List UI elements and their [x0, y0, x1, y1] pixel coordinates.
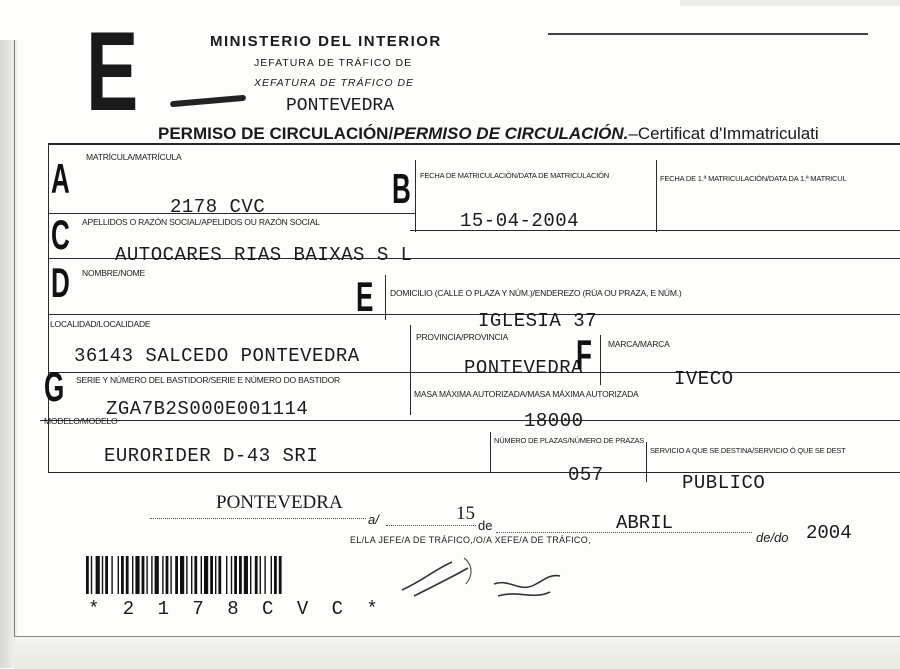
footer-day: 15 — [456, 503, 475, 524]
grid-bottom — [48, 472, 900, 473]
footer-signer: EL/LA JEFE/A DE TRÁFICO,/O/A XEFE/A DE TRÁFICO, — [350, 535, 591, 545]
header-right-stroke — [548, 33, 868, 35]
title-main: PERMISO DE CIRCULACIÓN/ — [158, 124, 394, 143]
grid-plazas-left — [490, 432, 491, 472]
left-binding-line — [14, 40, 15, 640]
footer-month: ABRIL — [616, 512, 674, 534]
grid-top — [48, 143, 900, 145]
label-bastidor: SERIE Y NÚMERO DEL BASTIDOR/SERIE E NÚMERO DO BASTIDOR — [76, 375, 340, 385]
label-fecha-matriculacion: FECHA DE MATRICULACIÓN/DATA DE MATRICULACIÓN — [420, 171, 609, 180]
value-bastidor: ZGA7B2S000E001114 — [106, 398, 309, 420]
value-provincia: PONTEVEDRA — [464, 357, 584, 379]
footer-place: PONTEVEDRA — [216, 492, 343, 513]
country-letter: E — [86, 9, 139, 134]
title-french: –Certificat d'Immatriculati — [628, 124, 819, 143]
jefatura-line: JEFATURA DE TRÁFICO DE — [254, 57, 413, 69]
ministry-title: MINISTERIO DEL INTERIOR — [210, 33, 442, 50]
footer-year: 2004 — [806, 522, 852, 544]
label-localidad: LOCALIDAD/LOCALIDADE — [50, 319, 151, 329]
field-code-g: G — [44, 363, 65, 410]
value-domicilio: IGLESIA 37 — [478, 310, 598, 332]
label-matricula: MATRÍCULA/MATRÍCULA — [86, 152, 182, 162]
footer-de: de — [478, 518, 493, 533]
grid-marca-left — [600, 335, 601, 385]
label-apellidos: APELLIDOS O RAZÓN SOCIAL/APELIDOS OU RAZÓN SOCIAL — [82, 217, 320, 227]
label-marca: MARCA/MARCA — [608, 339, 670, 349]
signature-image — [394, 540, 594, 610]
xefatura-line: XEFATURA DE TRÁFICO DE — [254, 77, 415, 89]
barcode-text: * 2 1 7 8 C V C * — [88, 598, 384, 620]
value-marca: IVECO — [674, 368, 734, 390]
value-plazas: 057 — [568, 464, 604, 486]
grid-servicio-left — [646, 442, 647, 482]
value-servicio: PUBLICO — [682, 472, 766, 494]
document-title — [158, 124, 819, 144]
field-code-c: C — [51, 211, 70, 258]
grid-b-left — [415, 160, 416, 232]
grid-row6 — [40, 420, 900, 421]
barcode-image — [86, 556, 396, 596]
value-modelo: EURORIDER D-43 SRI — [104, 445, 319, 467]
footer-de-do: de/do — [756, 530, 789, 545]
value-fecha-matriculacion: 15-04-2004 — [460, 210, 580, 232]
label-servicio: SERVICIO A QUE SE DESTINA/SERVICIO Ó QUE SE DEST — [650, 446, 846, 455]
footer-a: a/ — [368, 512, 379, 527]
grid-prov-left — [410, 325, 411, 415]
value-apellidos: AUTOCARES RIAS BAIXAS S L — [115, 244, 413, 266]
grid-b-right — [656, 160, 657, 232]
field-code-d: D — [51, 259, 70, 306]
label-primera-matriculacion: FECHA DE 1.ª MATRICULACIÓN/DATA DA 1.ª MATRICUL — [660, 174, 847, 183]
label-plazas: NÚMERO DE PLAZAS/NÚMERO DE PRAZAS — [494, 436, 645, 445]
value-localidad: 36143 SALCEDO PONTEVEDRA — [74, 345, 360, 367]
label-provincia: PROVINCIA/PROVINCIA — [416, 332, 509, 342]
value-masa: 18000 — [524, 410, 584, 432]
footer-place-line — [150, 518, 366, 519]
stamp-dash — [170, 95, 246, 108]
field-code-a: A — [51, 155, 70, 202]
field-code-e: E — [356, 273, 374, 320]
title-italic: PERMISO DE CIRCULACIÓN. — [393, 124, 629, 143]
bottom-scan-edge — [14, 636, 900, 669]
label-nombre: NOMBRE/NOME — [82, 268, 145, 278]
value-matricula: 2178 CVC — [170, 196, 266, 218]
left-scan-edge — [0, 40, 18, 668]
label-domicilio: DOMICILIO (CALLE O PLAZA Y NÚM.)/ENDEREZO (RÚA OU PRAZA, E NÚM.) — [390, 288, 682, 298]
field-code-f: F — [576, 331, 592, 378]
footer-day-line — [386, 525, 476, 526]
label-modelo: MODELO/MODELO — [44, 416, 118, 426]
header-city: PONTEVEDRA — [286, 96, 395, 116]
top-right-fold — [680, 0, 900, 6]
grid-row4 — [48, 314, 900, 315]
field-code-b: B — [392, 165, 411, 212]
label-masa: MASA MÁXIMA AUTORIZADA/MASA MÁXIMA AUTORIZADA — [414, 389, 639, 399]
